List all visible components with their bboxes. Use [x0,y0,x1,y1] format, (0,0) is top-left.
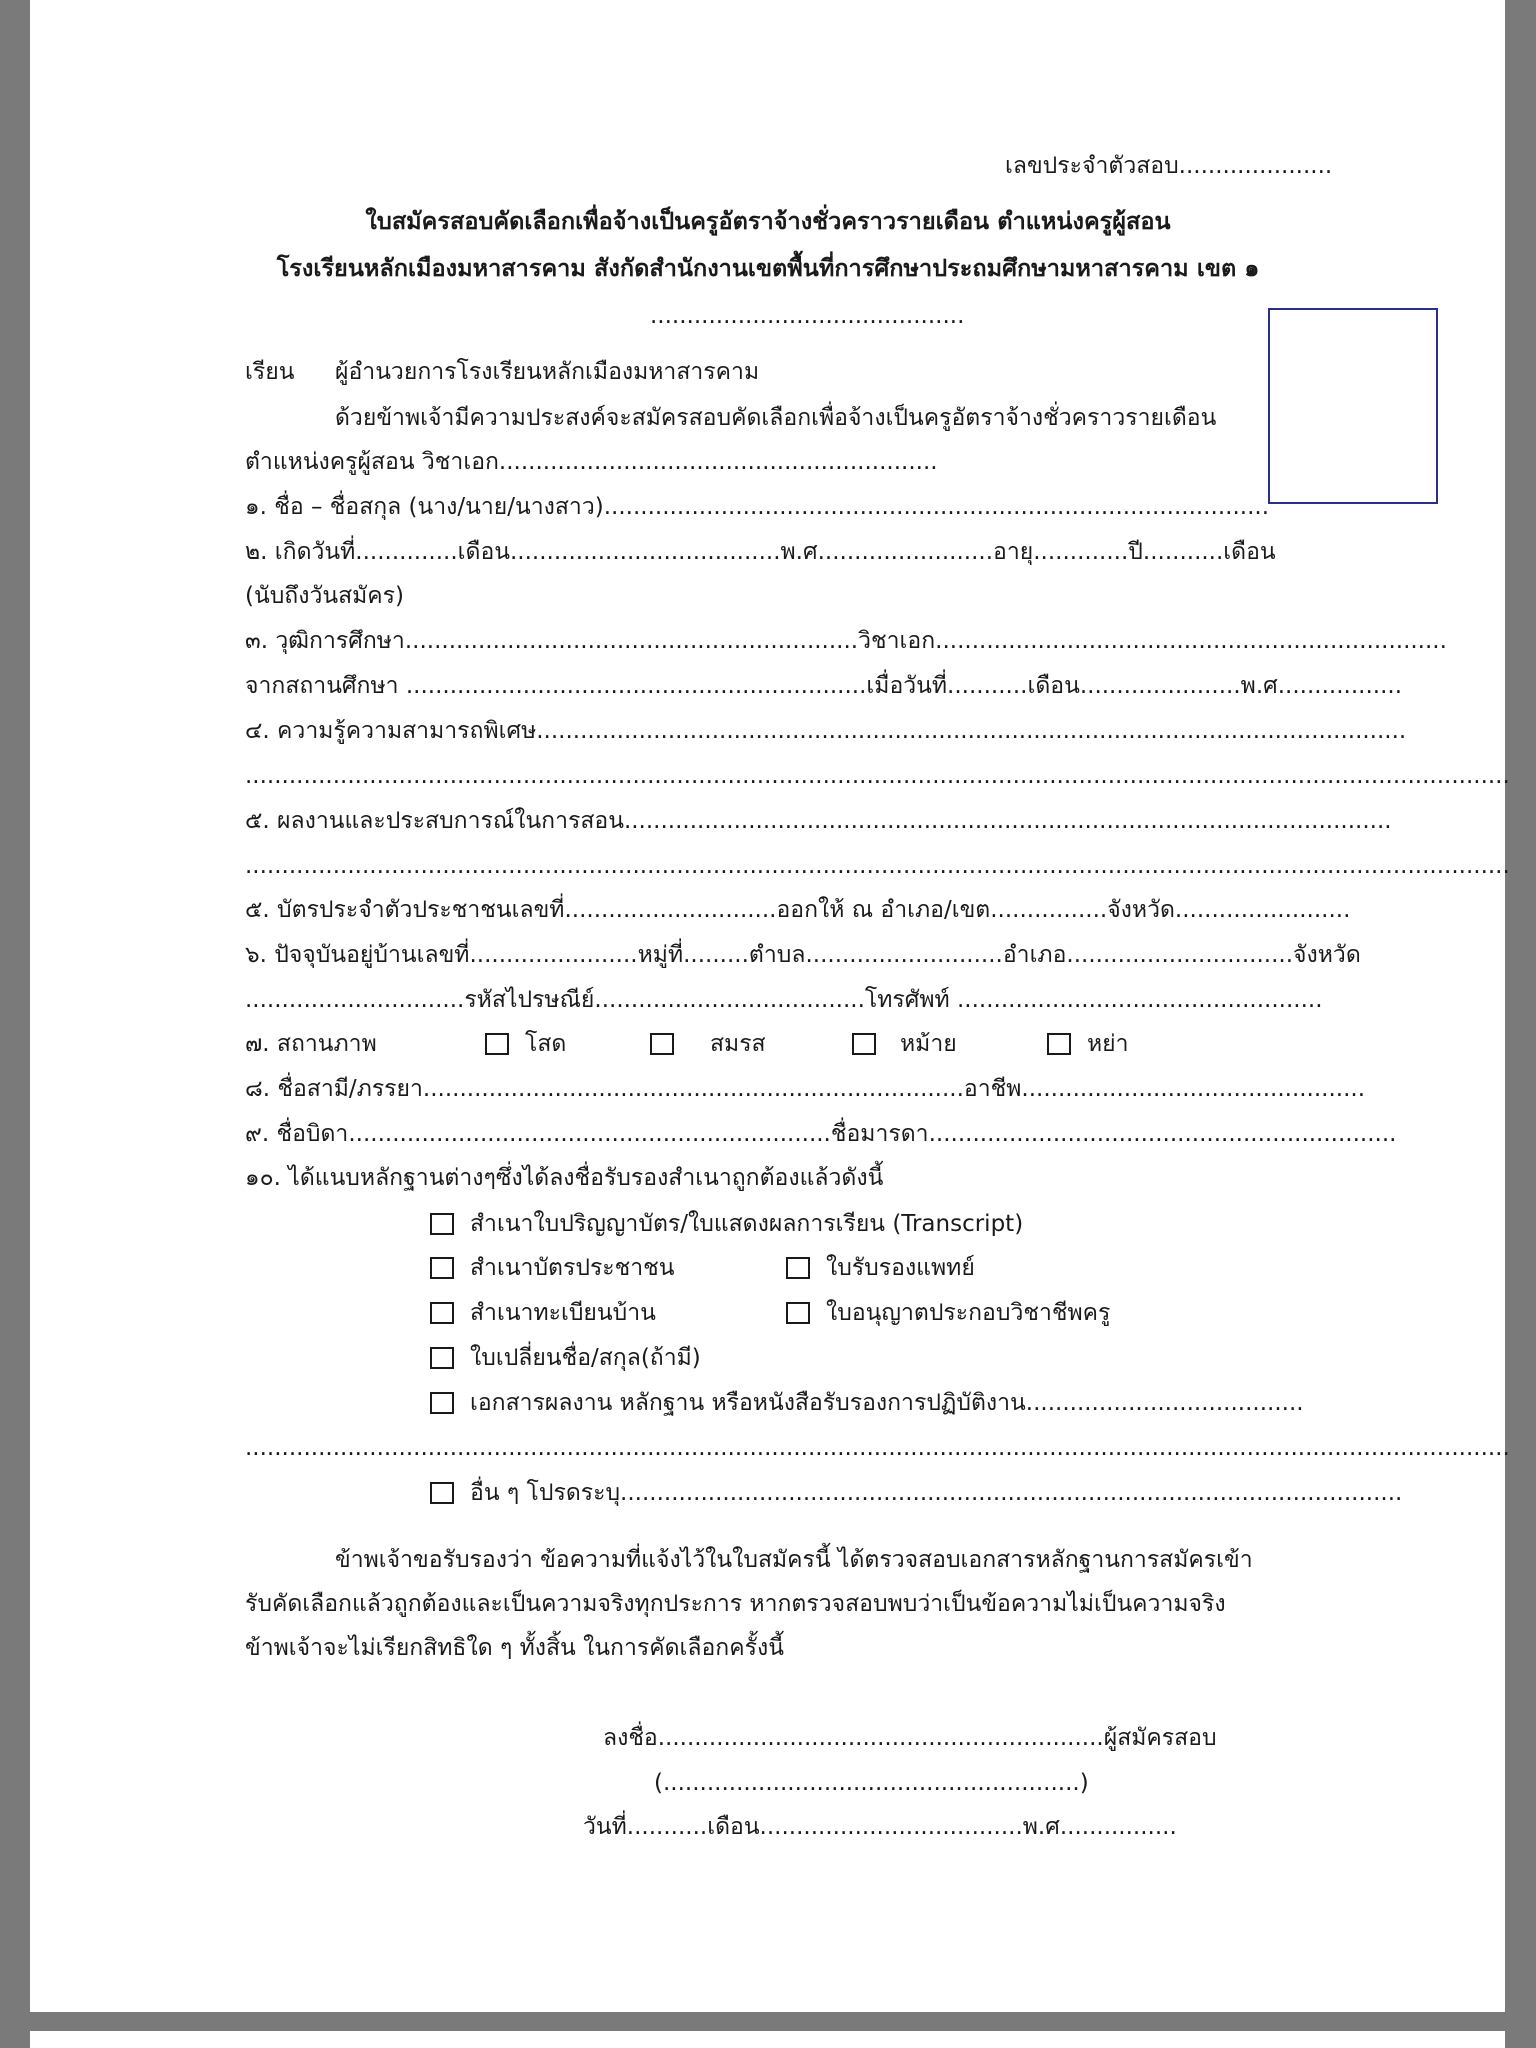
field-age-note: (นับถึงวันสมัคร) [245,583,405,609]
attachment-label: สำเนาทะเบียนบ้าน [470,1300,656,1326]
field-special-skills-line2: ............................................................................................................................................................................. [245,763,1510,789]
checkbox[interactable] [430,1302,454,1324]
status-option-label: หย่า [1087,1031,1129,1057]
signature-line: ลงชื่อ.............................................................ผู้สมัครสอบ [603,1725,1217,1751]
attachment-transcript[interactable] [430,1208,1023,1240]
declaration-line2: รับคัดเลือกแล้วถูกต้องและเป็นความจริงทุกประการ หากตรวจสอบพบว่าเป็นข้อความไม่เป็นความจริง [245,1591,1226,1617]
field-address-line2: ..............................รหัสไปรษณีย์.....................................โทรศัพท์ .................................................. [245,987,1323,1013]
checkbox[interactable] [786,1302,810,1324]
title-dotted-line: ........................................... [650,303,965,329]
attachment-label: ใบอนุญาตประกอบวิชาชีพครู [826,1300,1111,1326]
declaration-line3: ข้าพเจ้าจะไม่เรียกสิทธิใด ๆ ทั้งสิ้น ในการคัดเลือกครั้งนี้ [245,1635,784,1661]
status-option-label: สมรส [710,1031,766,1057]
status-label: ๗. สถานภาพ [245,1031,377,1057]
exam-id-field: เลขประจำตัวสอบ..................... [1005,153,1333,179]
photo-box [1268,308,1438,504]
attachment-work-documents[interactable] [430,1387,1304,1419]
attachment-work-documents-line2: ............................................................................................................................................................................. [245,1435,1510,1461]
attachment-label: สำเนาใบปริญญาบัตร/ใบแสดงผลการเรียน (Transcript) [470,1211,1024,1237]
field-address: ๖. ปัจจุบันอยู่บ้านเลขที่.......................หมู่ที่.........ตำบล...........................อำเภอ...............................จังหวัด [245,942,1361,968]
attachment-medical[interactable] [786,1252,975,1284]
checkbox[interactable] [786,1257,810,1279]
checkbox[interactable] [430,1347,454,1369]
attachment-other[interactable] [430,1477,1402,1509]
salutation-recipient: ผู้อำนวยการโรงเรียนหลักเมืองมหาสารคาม [335,359,760,385]
next-page-edge [30,2031,1505,2048]
checkbox[interactable] [430,1392,454,1414]
attachment-label: เอกสารผลงาน หลักฐาน หรือหนังสือรับรองการปฏิบัติงาน...................................... [470,1390,1304,1416]
status-option-divorced[interactable] [1047,1028,1129,1060]
attachment-id-card[interactable] [430,1252,675,1284]
signature-date: วันที่...........เดือน....................................พ.ศ................ [583,1814,1177,1840]
intro-line1: ด้วยข้าพเจ้ามีความประสงค์จะสมัครสอบคัดเลือกเพื่อจ้างเป็นครูอัตราจ้างชั่วคราวรายเดือน [335,405,1217,431]
attachment-house-registration[interactable] [430,1297,656,1329]
attachment-label: ใบเปลี่ยนชื่อ/สกุล(ถ้ามี) [470,1345,701,1371]
status-option-label: หม้าย [900,1031,957,1057]
salutation-label: เรียน [245,359,295,385]
field-parents: ๙. ชื่อบิดา..................................................................ชื่อมารดา................................................................ [245,1121,1397,1147]
field-education: ๓. วุฒิการศึกษา..............................................................วิชาเอก...................................................................... [245,628,1447,654]
declaration-line1: ข้าพเจ้าขอรับรองว่า ข้อความที่แจ้งไว้ในใบสมัครนี้ ได้ตรวจสอบเอกสารหลักฐานการสมัครเข้า [335,1547,1253,1573]
field-special-skills: ๔. ความรู้ความสามารถพิเศษ....................................................................................................................... [245,718,1407,744]
checkbox[interactable] [430,1213,454,1235]
field-attachments-heading: ๑๐. ได้แนบหลักฐานต่างๆซึ่งได้ลงชื่อรับรองสำเนาถูกต้องแล้วดังนี้ [245,1165,884,1191]
checkbox[interactable] [650,1033,674,1055]
attachment-label: ใบรับรองแพทย์ [826,1255,975,1281]
signature-printed-name: (.........................................................) [654,1770,1089,1796]
status-option-widowed[interactable] [852,1028,957,1060]
checkbox[interactable] [430,1257,454,1279]
status-option-married[interactable] [650,1028,766,1060]
form-title-line2: โรงเรียนหลักเมืองมหาสารคาม สังกัดสำนักงานเขตพื้นที่การศึกษาประถมศึกษามหาสารคาม เขต ๑ [276,254,1260,282]
field-spouse: ๘. ชื่อสามี/ภรรยา..........................................................................อาชีพ............................................... [245,1076,1366,1102]
attachment-name-change[interactable] [430,1342,701,1374]
field-teaching-experience-line2: ............................................................................................................................................................................. [245,853,1510,879]
field-institution: จากสถานศึกษา ...............................................................เมื่อวันที่...........เดือน......................พ.ศ................. [245,673,1403,699]
checkbox[interactable] [1047,1033,1071,1055]
checkbox[interactable] [430,1482,454,1504]
attachment-label: สำเนาบัตรประชาชน [470,1255,675,1281]
attachment-label: อื่น ๆ โปรดระบุ........................................................................................................... [470,1480,1403,1506]
status-option-single[interactable] [485,1028,566,1060]
checkbox[interactable] [485,1033,509,1055]
attachment-teaching-license[interactable] [786,1297,1110,1329]
form-title-line1: ใบสมัครสอบคัดเลือกเพื่อจ้างเป็นครูอัตราจ้างชั่วคราวรายเดือน ตำแหน่งครูผู้สอน [365,207,1171,235]
status-option-label: โสด [525,1031,567,1057]
intro-line2-major: ตำแหน่งครูผู้สอน วิชาเอก............................................................ [245,449,938,475]
checkbox[interactable] [852,1033,876,1055]
field-id-card: ๕. บัตรประจำตัวประชาชนเลขที่.............................ออกให้ ณ อำเภอ/เขต................จังหวัด........................ [245,897,1351,923]
field-fullname: ๑. ชื่อ – ชื่อสกุล (นาง/นาย/นางสาว)........................................................................................... [245,494,1270,520]
field-teaching-experience: ๕. ผลงานและประสบการณ์ในการสอน......................................................................................................... [245,808,1392,834]
field-birthdate-age: ๒. เกิดวันที่..............เดือน.....................................พ.ศ........................อายุ.............ปี...........เดือน [245,539,1276,565]
